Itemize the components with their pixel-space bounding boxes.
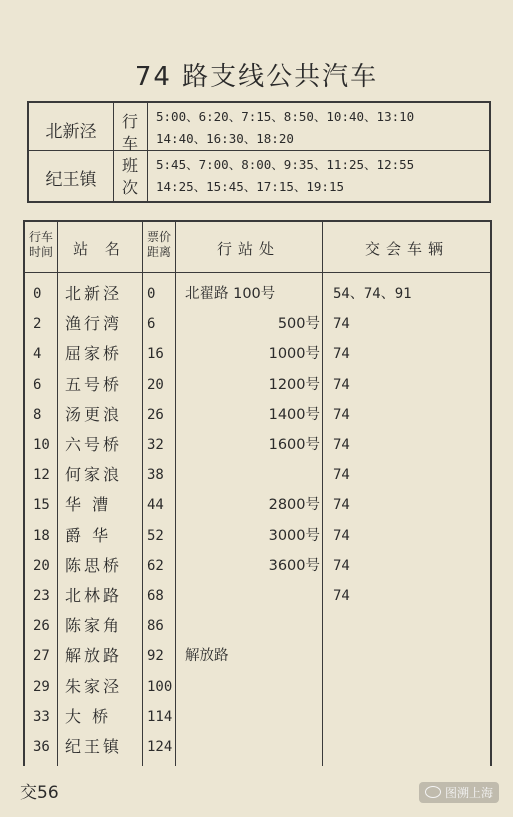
departure-times: 5:45、7:00、8:00、9:35、11:25、12:55 bbox=[156, 157, 415, 172]
stop-fare: 68 bbox=[147, 588, 164, 604]
table-row bbox=[25, 732, 490, 762]
table-row bbox=[25, 581, 490, 611]
watermark-text: 图溯上海 bbox=[444, 786, 493, 800]
stop-transfer: 74 bbox=[333, 376, 350, 393]
terminal-label: 纪王镇 bbox=[45, 170, 97, 190]
divider bbox=[25, 272, 490, 273]
header-name: 站 名 bbox=[73, 240, 126, 258]
stop-location: 500号 bbox=[277, 316, 320, 333]
stop-name: 北新泾 bbox=[65, 284, 123, 303]
stop-fare: 6 bbox=[147, 316, 156, 333]
divider bbox=[147, 103, 148, 201]
station-table bbox=[23, 220, 492, 766]
divider bbox=[29, 150, 489, 151]
stop-fare: 26 bbox=[147, 406, 164, 423]
stop-name: 陈思桥 bbox=[65, 555, 123, 575]
stop-transfer: 74 bbox=[333, 497, 350, 514]
table-row bbox=[25, 460, 490, 490]
stop-transfer: 74 bbox=[333, 467, 350, 484]
stop-time: 2 bbox=[33, 316, 42, 333]
stop-fare: 0 bbox=[147, 286, 156, 302]
stop-time: 6 bbox=[33, 376, 42, 393]
stop-fare: 92 bbox=[147, 648, 164, 665]
stop-transfer: 74 bbox=[333, 588, 350, 604]
stop-name: 何家浪 bbox=[65, 465, 123, 485]
trips-label: 行车班次 bbox=[121, 112, 138, 197]
stop-name: 六号桥 bbox=[65, 435, 123, 454]
header-fare: 票价距离 bbox=[146, 230, 171, 259]
table-row bbox=[25, 400, 490, 430]
table-row bbox=[25, 430, 490, 460]
divider bbox=[113, 103, 114, 201]
stop-name: 汤更浪 bbox=[65, 404, 123, 424]
table-row bbox=[25, 279, 490, 309]
stop-name: 华 漕 bbox=[65, 495, 112, 515]
table-row bbox=[25, 551, 490, 581]
stop-time: 15 bbox=[33, 497, 50, 514]
stop-time: 8 bbox=[33, 406, 42, 423]
departure-times: 14:40、16:30、18:20 bbox=[156, 131, 294, 146]
table-row bbox=[25, 370, 490, 400]
table-row bbox=[25, 490, 490, 520]
stop-location: 3600号 bbox=[268, 557, 320, 574]
stop-name: 爵 华 bbox=[65, 525, 112, 545]
table-row bbox=[25, 672, 490, 702]
stop-location: 1200号 bbox=[268, 376, 320, 393]
stop-name: 五号桥 bbox=[65, 374, 123, 394]
stop-fare: 114 bbox=[147, 708, 173, 725]
table-row bbox=[25, 641, 490, 671]
stop-time: 36 bbox=[33, 739, 50, 755]
stop-name: 北林路 bbox=[65, 586, 123, 605]
stop-fare: 44 bbox=[147, 497, 164, 514]
stop-fare: 20 bbox=[147, 376, 164, 393]
stop-time: 18 bbox=[33, 527, 50, 544]
table-row bbox=[25, 611, 490, 641]
stop-fare: 124 bbox=[147, 739, 173, 755]
stop-location: 1400号 bbox=[268, 406, 320, 423]
header-stop: 行站处 bbox=[216, 240, 280, 258]
stop-time: 23 bbox=[33, 588, 50, 604]
stop-transfer: 54、74、91 bbox=[333, 286, 412, 302]
stop-fare: 16 bbox=[147, 346, 164, 363]
stop-name: 纪王镇 bbox=[65, 737, 123, 756]
header-transfer: 交会车辆 bbox=[364, 240, 449, 258]
stop-fare: 86 bbox=[147, 618, 164, 635]
stop-name: 渔行湾 bbox=[65, 314, 123, 334]
stop-transfer: 74 bbox=[333, 346, 350, 363]
stop-location: 2800号 bbox=[268, 497, 320, 514]
stop-time: 10 bbox=[33, 437, 50, 453]
stop-location: 北翟路 100号 bbox=[185, 286, 276, 302]
stop-fare: 100 bbox=[147, 678, 173, 695]
stop-name: 屈家桥 bbox=[65, 344, 123, 364]
stop-time: 20 bbox=[33, 557, 50, 574]
stop-fare: 52 bbox=[147, 527, 164, 544]
stop-transfer: 74 bbox=[333, 437, 350, 453]
departure-schedule bbox=[27, 101, 491, 203]
stop-fare: 32 bbox=[147, 437, 164, 453]
page-number: 交56 bbox=[20, 783, 59, 803]
wechat-icon bbox=[425, 786, 441, 798]
stop-transfer: 74 bbox=[333, 557, 350, 574]
stop-name: 大 桥 bbox=[65, 706, 112, 726]
stop-time: 26 bbox=[33, 618, 50, 635]
departure-times: 14:25、15:45、17:15、19:15 bbox=[156, 179, 345, 194]
stop-fare: 38 bbox=[147, 467, 164, 484]
table-row bbox=[25, 339, 490, 369]
stop-time: 33 bbox=[33, 708, 50, 725]
table-row bbox=[25, 702, 490, 732]
stop-name: 朱家泾 bbox=[65, 676, 123, 696]
stop-time: 0 bbox=[33, 286, 42, 302]
stop-location: 解放路 bbox=[185, 648, 229, 665]
watermark bbox=[419, 782, 499, 803]
stop-transfer: 74 bbox=[333, 316, 350, 333]
stop-time: 12 bbox=[33, 467, 50, 484]
stop-location: 1600号 bbox=[268, 437, 320, 453]
stop-transfer: 74 bbox=[333, 527, 350, 544]
stop-fare: 62 bbox=[147, 557, 164, 574]
stop-time: 4 bbox=[33, 346, 42, 363]
table-row bbox=[25, 309, 490, 339]
stop-name: 解放路 bbox=[65, 646, 123, 666]
table-row bbox=[25, 521, 490, 551]
terminal-label: 北新泾 bbox=[45, 122, 97, 142]
stop-location: 3000号 bbox=[268, 527, 320, 544]
stop-name: 陈家角 bbox=[65, 616, 123, 636]
header-time: 行车时间 bbox=[28, 230, 53, 259]
stop-time: 29 bbox=[33, 678, 50, 695]
stop-location: 1000号 bbox=[268, 346, 320, 363]
departure-times: 5:00、6:20、7:15、8:50、10:40、13:10 bbox=[156, 109, 415, 124]
stop-time: 27 bbox=[33, 648, 50, 665]
page-title: 74 路支线公共汽车 bbox=[134, 62, 379, 92]
stop-transfer: 74 bbox=[333, 406, 350, 423]
